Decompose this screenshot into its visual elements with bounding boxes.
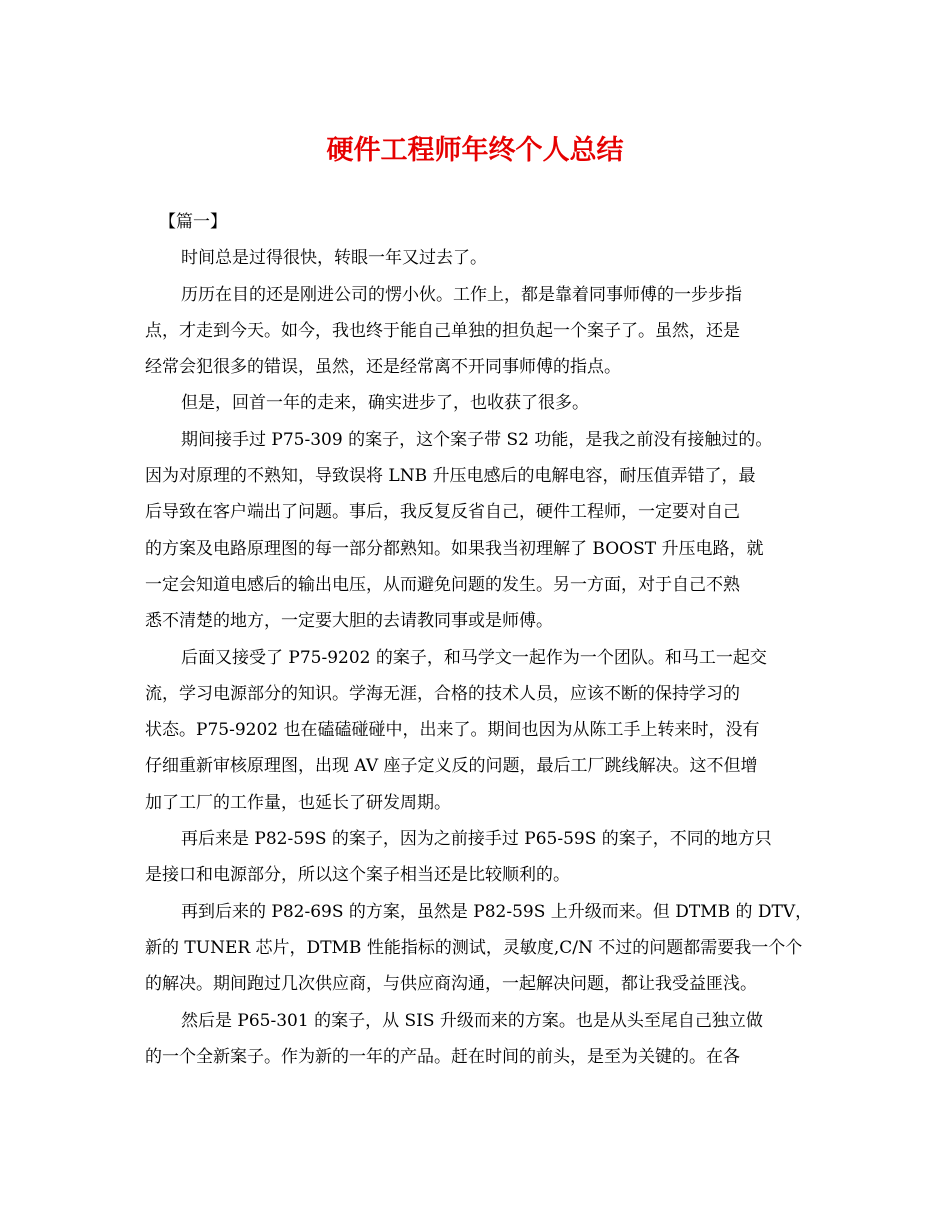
paragraph-line: 的解决。期间跑过几次供应商，与供应商沟通，一起解决问题，都让我受益匪浅。 [145, 974, 757, 995]
section-label: 【篇一】 [159, 212, 227, 232]
paragraph-line: 后导致在客户端出了问题。事后，我反复反省自己，硬件工程师，一定要对自己 [145, 502, 740, 523]
paragraph-line: 仔细重新审核原理图，出现 AV 座子定义反的问题，最后工厂跳线解决。这不但增 [145, 756, 758, 777]
paragraph-line: 一定会知道电感后的输出电压，从而避免问题的发生。另一方面，对于自己不熟 [145, 574, 740, 595]
paragraph-line: 但是，回首一年的走来，确实进步了，也收获了很多。 [181, 393, 589, 414]
paragraph-line: 的方案及电路原理图的每一部分都熟知。如果我当初理解了 BOOST 升压电路，就 [145, 538, 764, 559]
paragraph-line: 新的 TUNER 芯片，DTMB 性能指标的测试，灵敏度,C/N 不过的问题都需要我一个个 [145, 937, 803, 958]
paragraph-line: 再后来是 P82-59S 的案子，因为之前接手过 P65-59S 的案子，不同的地方只 [181, 829, 772, 850]
paragraph-line: 再到后来的 P82-69S 的方案，虽然是 P82-59S 上升级而来。但 DTMB 的 DTV， [181, 901, 813, 922]
paragraph-line: 后面又接受了 P75-9202 的案子，和马学文一起作为一个团队。和马工一起交 [181, 647, 767, 668]
paragraph-line: 加了工厂的工作量，也延长了研发周期。 [145, 792, 451, 813]
paragraph-line: 因为对原理的不熟知，导致误将 LNB 升压电感后的电解电容，耐压值弄错了，最 [145, 466, 756, 487]
document-title: 硬件工程师年终个人总结 [326, 135, 624, 166]
paragraph-line: 的一个全新案子。作为新的一年的产品。赶在时间的前头，是至为关键的。在各 [145, 1046, 740, 1067]
paragraph-line: 流，学习电源部分的知识。学海无涯，合格的技术人员，应该不断的保持学习的 [145, 683, 740, 704]
paragraph-line: 期间接手过 P75-309 的案子，这个案子带 S2 功能，是我之前没有接触过的。 [181, 429, 773, 450]
paragraph-line: 是接口和电源部分，所以这个案子相当还是比较顺利的。 [145, 865, 570, 886]
paragraph-line: 点，才走到今天。如今，我也终于能自己单独的担负起一个案子了。虽然，还是 [145, 320, 740, 341]
paragraph-line: 状态。P75-9202 也在磕磕碰碰中，出来了。期间也因为从陈工手上转来时，没有 [145, 720, 760, 741]
paragraph-line: 时间总是过得很快，转眼一年又过去了。 [181, 248, 487, 269]
paragraph-line: 悉不清楚的地方，一定要大胆的去请教同事或是师傅。 [145, 611, 553, 632]
paragraph-line: 历历在目的还是刚进公司的愣小伙。工作上，都是靠着同事师傅的一步步指 [181, 284, 742, 305]
document-body [145, 204, 813, 1075]
paragraph-line: 经常会犯很多的错误，虽然，还是经常离不开同事师傅的指点。 [145, 357, 621, 378]
paragraph-line: 然后是 P65-301 的案子，从 SIS 升级而来的方案。也是从头至尾自己独立做 [181, 1010, 763, 1031]
